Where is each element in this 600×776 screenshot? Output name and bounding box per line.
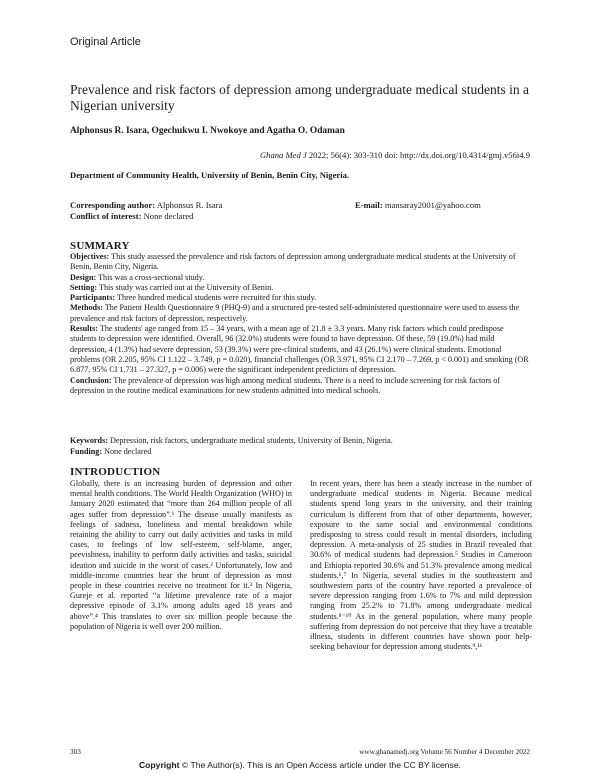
corresponding-name: Alphonsus R. Isara xyxy=(155,200,223,210)
introduction-heading: INTRODUCTION xyxy=(70,466,161,478)
summary-methods: Methods: The Patient Health Questionnaire 9 (PHQ-9) and a structured pre-tested self-administered questionnaire were used to assess the prevalence and risk factors of depression, respectively. xyxy=(70,303,520,323)
department-affiliation: Department of Community Health, University of Benin, Benin City, Nigeria. xyxy=(70,170,350,180)
summary-results: Results: The students' age ranged from 15 – 34 years, with a mean age of 21.8 ± 3.3 years. Many risk factors which could predispose students to depression were identified. Overall, 96 (32.0%) students were found to have depression. Of these, 59 (19.0%) had mild depression, 4 (1.3%) had severe depression, 53 (39.3%) were pre-clinical students, and 43 (26.1%) were clinical students. Emotional problems (OR 2.205, 95% CI 1.122 – 3.749, p = 0.020), financial challenges (OR 3.971, 95% CI 2.170 – 7.269, p < 0.001) and smoking (OR 6.877, 95% CI 1.731 – 27.327, p = 0.006) were the significant independent predictors of depression. xyxy=(70,324,529,375)
citation-details: 2022; 56(4): 303-310 doi: http://dx.doi.org/10.4314/gmj.v56i4.9 xyxy=(306,150,530,160)
copyright-label: Copyright xyxy=(138,760,180,770)
page-number: 303 xyxy=(70,748,81,756)
summary-design: Design: This was a cross-sectional study. xyxy=(70,272,205,282)
author-list: Alphonsus R. Isara, Ogechukwu I. Nwokoye and Agatha O. Odaman xyxy=(70,126,345,136)
footer-journal-info: www.ghanamedj.org Volume 56 Number 4 December 2022 xyxy=(359,748,530,756)
email-info xyxy=(355,200,481,210)
email-value[interactable]: mansaray2001@yahoo.com xyxy=(382,200,481,210)
email-label: E-mail: xyxy=(355,200,383,210)
corresponding-info xyxy=(70,200,222,221)
summary-participants: Participants: Three hundred medical students were recruited for this study. xyxy=(70,293,317,303)
keywords-block xyxy=(70,436,532,457)
corresponding-label: Corresponding author: xyxy=(70,200,156,210)
article-title: Prevalence and risk factors of depression among undergraduate medical students in a Nigerian university xyxy=(70,82,529,113)
journal-name: Ghana Med J xyxy=(259,150,307,160)
summary-conclusion: Conclusion: The prevalence of depression was high among medical students. There is a need to include screening for risk factors of depression in the routine medical examinations for new students admitted into medical schools. xyxy=(70,375,500,395)
article-type-label: Original Article xyxy=(70,36,141,48)
copyright-line xyxy=(0,760,600,770)
intro-column-left xyxy=(70,479,292,632)
funding-line: Funding: None declared xyxy=(70,446,152,456)
summary-body xyxy=(70,252,532,396)
intro-column-right xyxy=(310,479,532,652)
summary-objectives: Objectives: This study assessed the prevalence and risk factors of depression among undergraduate medical students at the University of Benin, Benin City, Nigeria. xyxy=(70,252,516,272)
keywords-line: Keywords: Depression, risk factors, undergraduate medical students, University of Benin, Nigeria. xyxy=(70,436,393,445)
intro-paragraph-right: In recent years, there has been a steady increase in the number of undergraduate medical students in Nigeria. Because medical students spend long years in the university, and their training curriculum is different from that of other departments, however, exposure to the same social and environmental conditions predisposing to stress could result in mental disorders, including depression. A meta-analysis of 25 studies in Brazil revealed that 30.6% of medical students had depression.⁵ Studies in Cameroon and Ethiopia reported 30.6% and 51.3% prevalence among medical students.⁶,⁷ In Nigeria, several studies in the southeastern and southwestern parts of the country have reported a prevalence of severe depression ranging from 1.6% to 7% and mild depression ranging from 25.2% to 71.8% among undergraduate medical students.⁸⁻¹⁰ As in the general population, where many people suffering from depression do not perceive that they have a treatable illness, students in different countries have shown poor help-seeking behaviour for depression among students.⁹,¹¹ xyxy=(310,479,532,652)
citation-line xyxy=(260,150,530,160)
summary-setting: Setting: This study was carried out at the University of Benin. xyxy=(70,282,274,292)
summary-heading: SUMMARY xyxy=(70,240,130,252)
conflict-label: Conflict of interest: xyxy=(70,210,142,221)
conflict-value: None declared xyxy=(141,210,194,221)
copyright-text: © The Author(s). This is an Open Access article under the CC BY license. xyxy=(179,760,462,770)
intro-paragraph-left: Globally, there is an increasing burden of depression and other mental health conditions. The World Health Organization (WHO) in January 2020 estimated that “more than 264 million people of all ages suffer from depression”.¹ The disease usually manifests as feelings of sadness, loneliness and mental breakdown while retaining the ability to carry out daily activities and tasks in mild cases, to feelings of low self-esteem, self-blame, anger, peevishness, inability to perform daily activities and tasks, suicidal ideation and suicide in the worst of cases.² Unfortunately, low and middle-income countries bear the brunt of depression as most people in these countries receive no treatment for it.³ In Nigeria, Gureje et al. reported “a lifetime prevalence rate of a major depressive episode of 3.1% among adults aged 18 years and above”.⁴ This translates to over six million people because the population of Nigeria is well over 200 million. xyxy=(70,479,292,631)
